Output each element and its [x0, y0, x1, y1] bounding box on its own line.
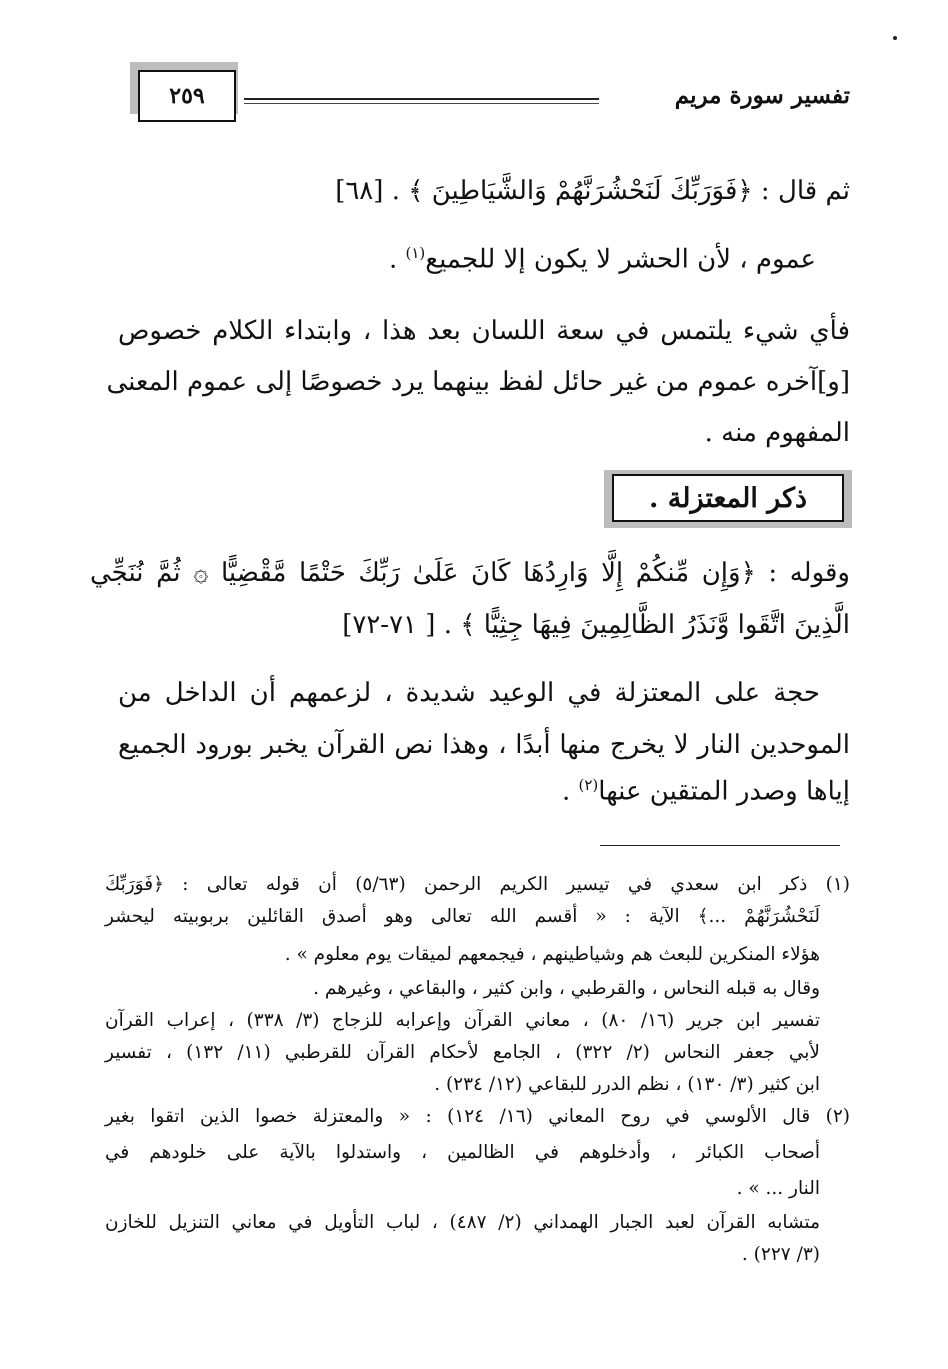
verse-71-line: وقوله : ﴿وَإِن مِّنكُمْ إِلَّا وَارِدُهَا كَانَ عَلَىٰ رَبِّكَ حَتْمًا مَّقْضِيًّا ۞ ثُمَّ نُنَجِّي — [90, 558, 850, 588]
verse-68-line: ثم قال : ﴿فَوَرَبِّكَ لَنَحْشُرَنَّهُمْ وَالشَّيَاطِينَ ﴾ . [٦٨] — [335, 176, 850, 206]
paragraph-eloquence-line-3: المفهوم منه . — [704, 418, 850, 448]
commentary-general-end: . — [388, 244, 406, 275]
footnote-1-line-5: تفسير ابن جرير (١٦/ ٨٠) ، معاني القرآن وإعرابه للزجاج (٣/ ٣٣٨) ، إعراب القرآن — [105, 1010, 820, 1031]
header-rule — [244, 98, 599, 100]
footnote-1-line-7: ابن كثير (٣/ ١٣٠) ، نظم الدرر للبقاعي (١٢/ ٢٣٤) . — [434, 1074, 820, 1095]
footnote-ref-2[interactable]: (٢) — [578, 776, 599, 794]
paragraph-mutazila-end: . — [561, 776, 579, 807]
footnote-1-line-1: (١) ذكر ابن سعدي في تيسير الكريم الرحمن (٥/٦٣) أن قوله تعالى : ﴿فَوَرَبِّكَ — [105, 874, 851, 895]
paragraph-mutazila-line-3 — [562, 776, 850, 807]
footnote-1-line-3: هؤلاء المنكرين للبعث هم وشياطينهم ، فيجمعهم لميقات يوم معلوم » . — [284, 944, 820, 965]
footnote-2-line-3: النار ... » . — [736, 1178, 820, 1199]
footnote-2-line-1: (٢) قال الألوسي في روح المعاني (١٦/ ١٢٤) : « والمعتزلة خصوا الذين اتقوا بغير — [105, 1106, 850, 1127]
footnote-2-line-2: أصحاب الكبائر ، وأدخلوهم في الظالمين ، واستدلوا بالآية على خلودهم في — [105, 1142, 820, 1163]
page-speck — [893, 36, 897, 40]
commentary-general-text: عموم ، لأن الحشر لا يكون إلا للجميع — [425, 244, 816, 275]
footnote-1-line-4: وقال به قبله النحاس ، والقرطبي ، وابن كثير ، والبقاعي ، وغيرهم . — [313, 978, 820, 999]
footnote-separator — [600, 845, 840, 846]
paragraph-mutazila-text: إياها وصدر المتقين عنها — [598, 776, 850, 807]
paragraph-mutazila-line-2: الموحدين النار لا يخرج منها أبدًا ، وهذا نص القرآن يخبر بورود الجميع — [118, 730, 850, 760]
header-rule-thin — [244, 103, 599, 104]
footnote-2-line-5: (٣/ ٢٢٧) . — [741, 1244, 820, 1265]
section-heading: ذكر المعتزلة . — [612, 474, 844, 522]
paragraph-eloquence-line-2: [و]آخره عموم من غير حائل لفظ بينهما يرد خصوصًا إلى عموم المعنى — [106, 367, 850, 397]
page-number: ٢٥٩ — [138, 70, 236, 122]
paragraph-mutazila-line-1: حجة على المعتزلة في الوعيد شديدة ، لزعمهم أن الداخل من — [118, 678, 820, 708]
running-title: تفسير سورة مريم — [674, 82, 850, 109]
paragraph-eloquence-line-1: فأي شيء يلتمس في سعة اللسان بعد هذا ، وابتداء الكلام خصوص — [118, 316, 850, 346]
verse-72-line: الَّذِينَ اتَّقَوا وَّنَذَرُ الظَّالِمِينَ فِيهَا جِثِيًّا ﴾ . [ ٧١-٧٢] — [342, 610, 850, 640]
footnote-2-line-4: متشابه القرآن لعبد الجبار الهمداني (٢/ ٤٨٧) ، لباب التأويل في معاني التنزيل للخازن — [105, 1212, 820, 1233]
footnote-ref-1[interactable]: (١) — [405, 244, 426, 262]
footnote-1-line-2: لَنَحْشُرَنَّهُمْ ...﴾ الآية : « أقسم الله تعالى وهو أصدق القائلين بربوبيته ليحشر — [105, 906, 820, 927]
footnote-1-line-6: لأبي جعفر النحاس (٢/ ٣٢٢) ، الجامع لأحكام القرآن للقرطبي (١١/ ١٣٢) ، تفسير — [105, 1042, 820, 1063]
commentary-general-line — [389, 244, 816, 275]
